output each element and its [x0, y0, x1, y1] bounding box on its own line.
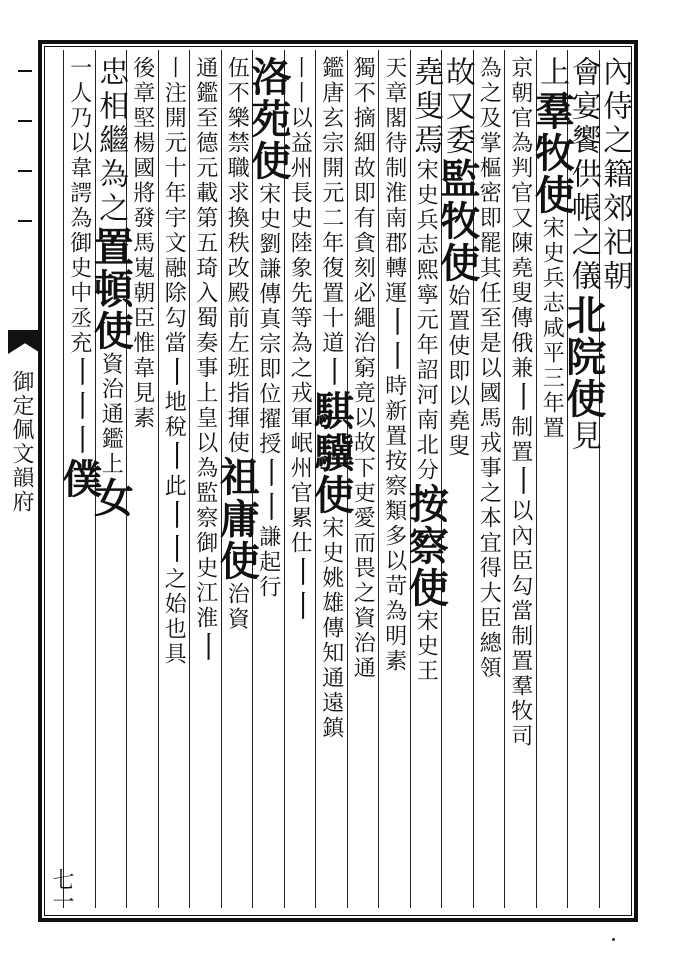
annotation-text: 之始也具	[161, 567, 187, 667]
main-text: 見	[565, 420, 601, 454]
entry-heading: 置頓使	[87, 226, 135, 352]
annotation-text: 戎軍岷州官累仕	[287, 381, 313, 556]
annotation-text: 為之及掌樞密即罷其任至是以國馬戎事之本宜得大臣總領	[476, 56, 502, 681]
main-text: 丨	[502, 465, 538, 499]
banxin-title: 御定佩文韻府	[9, 370, 34, 514]
annotation-text: 資治通鑑上	[98, 352, 124, 477]
annotation-text: 丨丨以益州長史陸象先等為之	[287, 56, 313, 381]
annotation-text: 後章堅楊國	[129, 56, 155, 181]
annotation-text: 制置	[507, 415, 533, 465]
annotation-text: 宋史姚雄傳知通遠鎮	[318, 516, 344, 741]
annotation-text: 此	[161, 474, 187, 499]
entry-heading: 女	[87, 477, 135, 519]
entry-heading: 洛苑使	[244, 56, 292, 182]
entry-heading: 北院使	[559, 294, 607, 420]
main-text: 丨丨	[282, 556, 318, 624]
main-text: 忠相繼為之	[93, 56, 129, 226]
banxin-margin	[0, 40, 40, 922]
annotation-text: 將發馬嵬朝臣惟韋見素	[129, 181, 155, 431]
margin-mark	[18, 170, 32, 172]
main-text: 丨丨	[156, 499, 192, 567]
main-text: 丨	[313, 356, 349, 390]
text-column	[55, 56, 103, 908]
main-text: 丨丨丨	[61, 356, 97, 458]
main-text: 丨	[187, 631, 223, 665]
margin-mark	[18, 220, 32, 222]
ink-speck	[612, 938, 615, 941]
fish-tail-ornament	[8, 330, 42, 354]
main-text: 丨丨	[250, 457, 286, 525]
annotation-text: 鑑唐玄宗開元二年復置十道	[318, 56, 344, 356]
main-text: 丨丨	[376, 306, 412, 374]
main-text: 故又委	[439, 56, 475, 158]
entry-heading: 監牧使	[433, 158, 481, 284]
annotation-text: 獨不摘細故即有貪刻必繩治窮竟以故下吏愛而畏之資治通	[350, 56, 376, 681]
annotation-text: 治資	[224, 582, 250, 632]
main-text: 上	[534, 56, 570, 90]
annotation-text: 通鑑至德元載第五琦入蜀奏事上皇以為監察御史江淮	[192, 56, 218, 631]
annotation-text: 丨注開元十年宇文融除勾當	[161, 56, 187, 356]
entry-heading: 祖庸使	[213, 456, 261, 582]
main-text: 會宴饗供帳之儀	[565, 56, 601, 294]
folio-number: 七一	[49, 868, 74, 912]
annotation-text: 宋史劉謙傳真宗即位擢授	[255, 182, 281, 457]
annotation-text: 宋史兵志咸平三年置	[539, 216, 565, 441]
annotation-text: 謙起行	[255, 525, 281, 600]
entry-heading: 羣牧使	[528, 90, 576, 216]
annotation-text: 宋史王	[413, 609, 439, 684]
margin-mark	[18, 70, 32, 72]
annotation-text: 伍不樂禁職求換秩改殿前左班指揮使	[224, 56, 250, 456]
annotation-text: 天章閣待制淮南郡轉運	[381, 56, 407, 306]
main-text: 堯叟焉	[408, 56, 444, 158]
annotation-text: 始置使即以堯叟	[444, 284, 470, 459]
annotation-text: 時新置按察類多以苛為明素	[381, 374, 407, 674]
main-text: 丨	[502, 381, 538, 415]
main-text: 丨	[156, 356, 192, 390]
annotation-text: 京朝官為判官又陳堯叟傳俄兼	[507, 56, 533, 381]
margin-mark	[18, 120, 32, 122]
main-text: 內侍之籍郊祀朝	[597, 56, 633, 294]
main-text: 丨	[156, 440, 192, 474]
annotation-text: 一人乃以韋諤為御史中丞充	[66, 56, 92, 356]
annotation-text: 宋史兵志熙寧元年詔河南北分	[413, 158, 439, 483]
annotation-text: 以內臣勾當制置羣牧司	[507, 499, 533, 749]
entry-heading: 僕	[55, 458, 103, 500]
entry-heading: 按察使	[402, 483, 450, 609]
annotation-text: 地稅	[161, 390, 187, 440]
entry-heading: 騏驥使	[307, 390, 355, 516]
